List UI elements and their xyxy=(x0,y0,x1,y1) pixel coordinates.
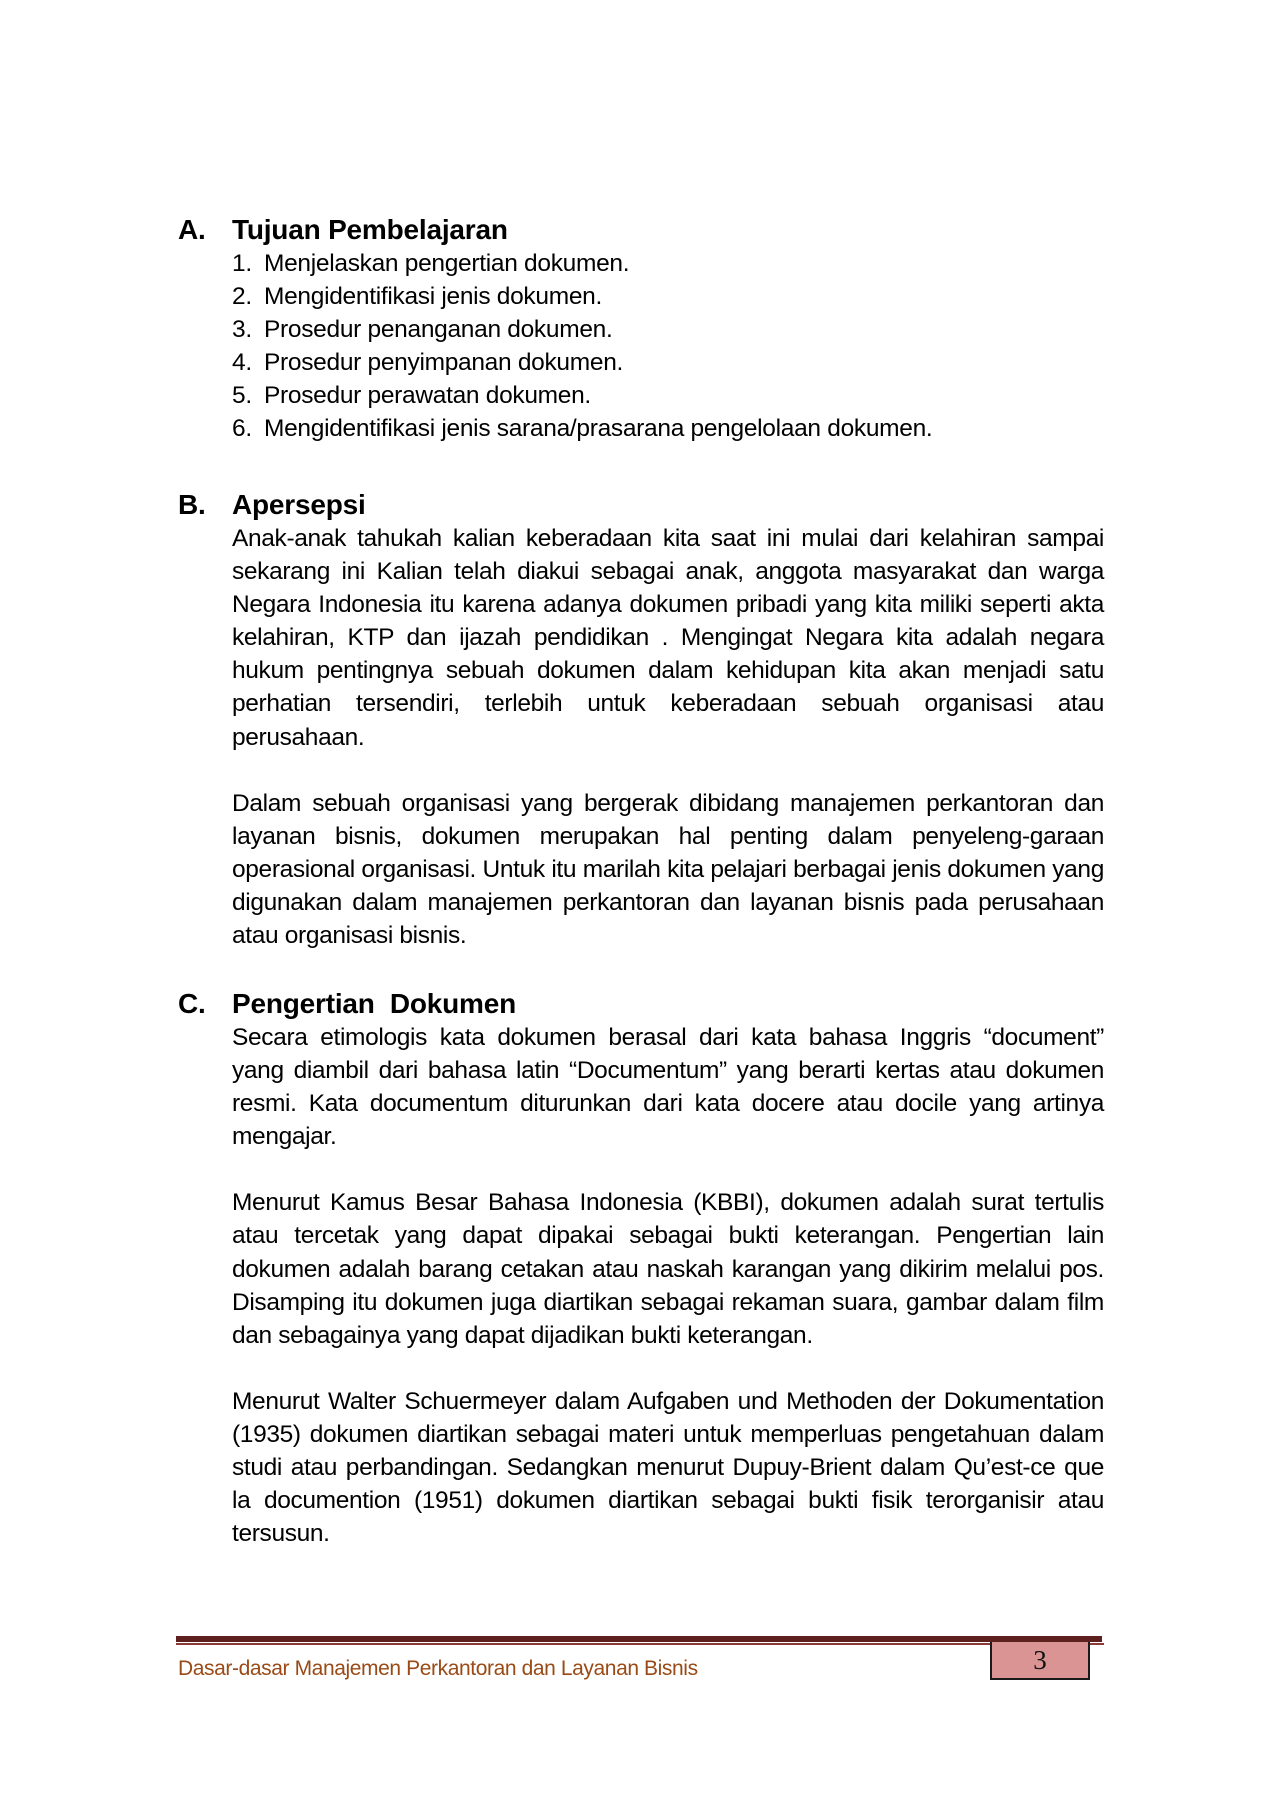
section-letter: C. xyxy=(178,988,206,1019)
section-tujuan-pembelajaran xyxy=(178,213,1104,446)
paragraph: Dalam sebuah organisasi yang bergerak dibidang manajemen perkantoran dan layanan bisnis, dokumen merupakan hal penting dalam penyeleng-garaan operasional organisasi. Untuk itu marilah kita pelajari berbagai jenis dokumen yang digunakan dalam manajemen perkantoran dan layanan bisnis pada perusahaan atau organisasi bisnis. xyxy=(232,789,1104,950)
section-letter: B. xyxy=(178,489,206,520)
footer-book-title: Dasar-dasar Manajemen Perkantoran dan Layanan Bisnis xyxy=(178,1657,698,1680)
list-text: Mengidentifikasi jenis dokumen. xyxy=(264,283,602,311)
list-number: 4. xyxy=(232,349,252,377)
section-heading xyxy=(178,987,1104,1021)
list-item xyxy=(232,280,1104,313)
section-apersepsi xyxy=(178,488,1104,952)
page-number-box xyxy=(990,1642,1090,1680)
section-body xyxy=(232,522,1104,952)
list-number: 6. xyxy=(232,415,252,443)
list-text: Mengidentifikasi jenis sarana/prasarana pengelolaan dokumen. xyxy=(264,415,933,443)
section-body xyxy=(232,247,1104,446)
section-title: Tujuan Pembelajaran xyxy=(232,214,508,245)
list-number: 1. xyxy=(232,250,252,277)
list-text: Prosedur penyimpanan dokumen. xyxy=(264,349,624,377)
section-body xyxy=(232,1021,1104,1550)
list-number: 3. xyxy=(232,316,252,344)
list-item xyxy=(232,412,1104,445)
paragraph: Menurut Walter Schuermeyer dalam Aufgaben und Methoden der Dokumentation (1935) dokumen diartikan sebagai materi untuk memperluas pengetahuan dalam studi atau perbandingan. Sedangkan menurut Dupuy-Brient dalam Qu’est-ce que la documention (1951) dokumen diartikan sebagai bukti fisik terorganisir atau tersusun. xyxy=(232,1387,1104,1548)
list-item xyxy=(232,346,1104,379)
list-item xyxy=(232,379,1104,412)
footer-rule-thin xyxy=(176,1643,1104,1645)
section-title: Pengertian Dokumen xyxy=(232,988,517,1019)
list-number: 5. xyxy=(232,382,252,410)
list-number: 2. xyxy=(232,283,252,311)
section-heading xyxy=(178,213,1104,247)
list-item xyxy=(232,247,1104,280)
footer-rule-thick xyxy=(176,1636,1102,1642)
list-text: Menjelaskan pengertian dokumen. xyxy=(264,250,630,277)
paragraph: Menurut Kamus Besar Bahasa Indonesia (KBBI), dokumen adalah surat tertulis atau tercetak yang dapat dipakai sebagai bukti keterangan. Pengertian lain dokumen adalah barang cetakan atau naskah karangan yang dikirim melalui pos. Disamping itu dokumen juga diartikan sebagai rekaman suara, gambar dalam film dan sebagainya yang dapat dijadikan bukti keterangan. xyxy=(232,1189,1104,1349)
paragraph: Secara etimologis kata dokumen berasal dari kata bahasa Inggris “document” yang diambil dari bahasa latin “Documentum” yang berarti kertas atau dokumen resmi. Kata documentum diturunkan dari kata docere atau docile yang artinya mengajar. xyxy=(232,1024,1104,1151)
page-number: 3 xyxy=(1033,1644,1047,1675)
list-item xyxy=(232,313,1104,346)
section-title: Apersepsi xyxy=(232,489,366,520)
section-heading xyxy=(178,488,1104,522)
paragraph: Anak-anak tahukah kalian keberadaan kita saat ini mulai dari kelahiran sampai sekarang ini Kalian telah diakui sebagai anak, anggota masyarakat dan warga Negara Indonesia itu karena adanya dokumen pribadi yang kita miliki seperti akta kelahiran, KTP dan ijazah pendidikan . Mengingat Negara kita adalah negara hukum pentingnya sebuah dokumen dalam kehidupan kita akan menjadi satu perhatian tersendiri, terlebih untuk keberadaan sebuah organisasi atau perusahaan. xyxy=(232,525,1104,751)
section-pengertian-dokumen xyxy=(178,987,1104,1550)
learning-goals-list xyxy=(232,247,1104,446)
list-text: Prosedur perawatan dokumen. xyxy=(264,382,591,410)
section-letter: A. xyxy=(178,214,206,245)
list-text: Prosedur penanganan dokumen. xyxy=(264,316,613,344)
